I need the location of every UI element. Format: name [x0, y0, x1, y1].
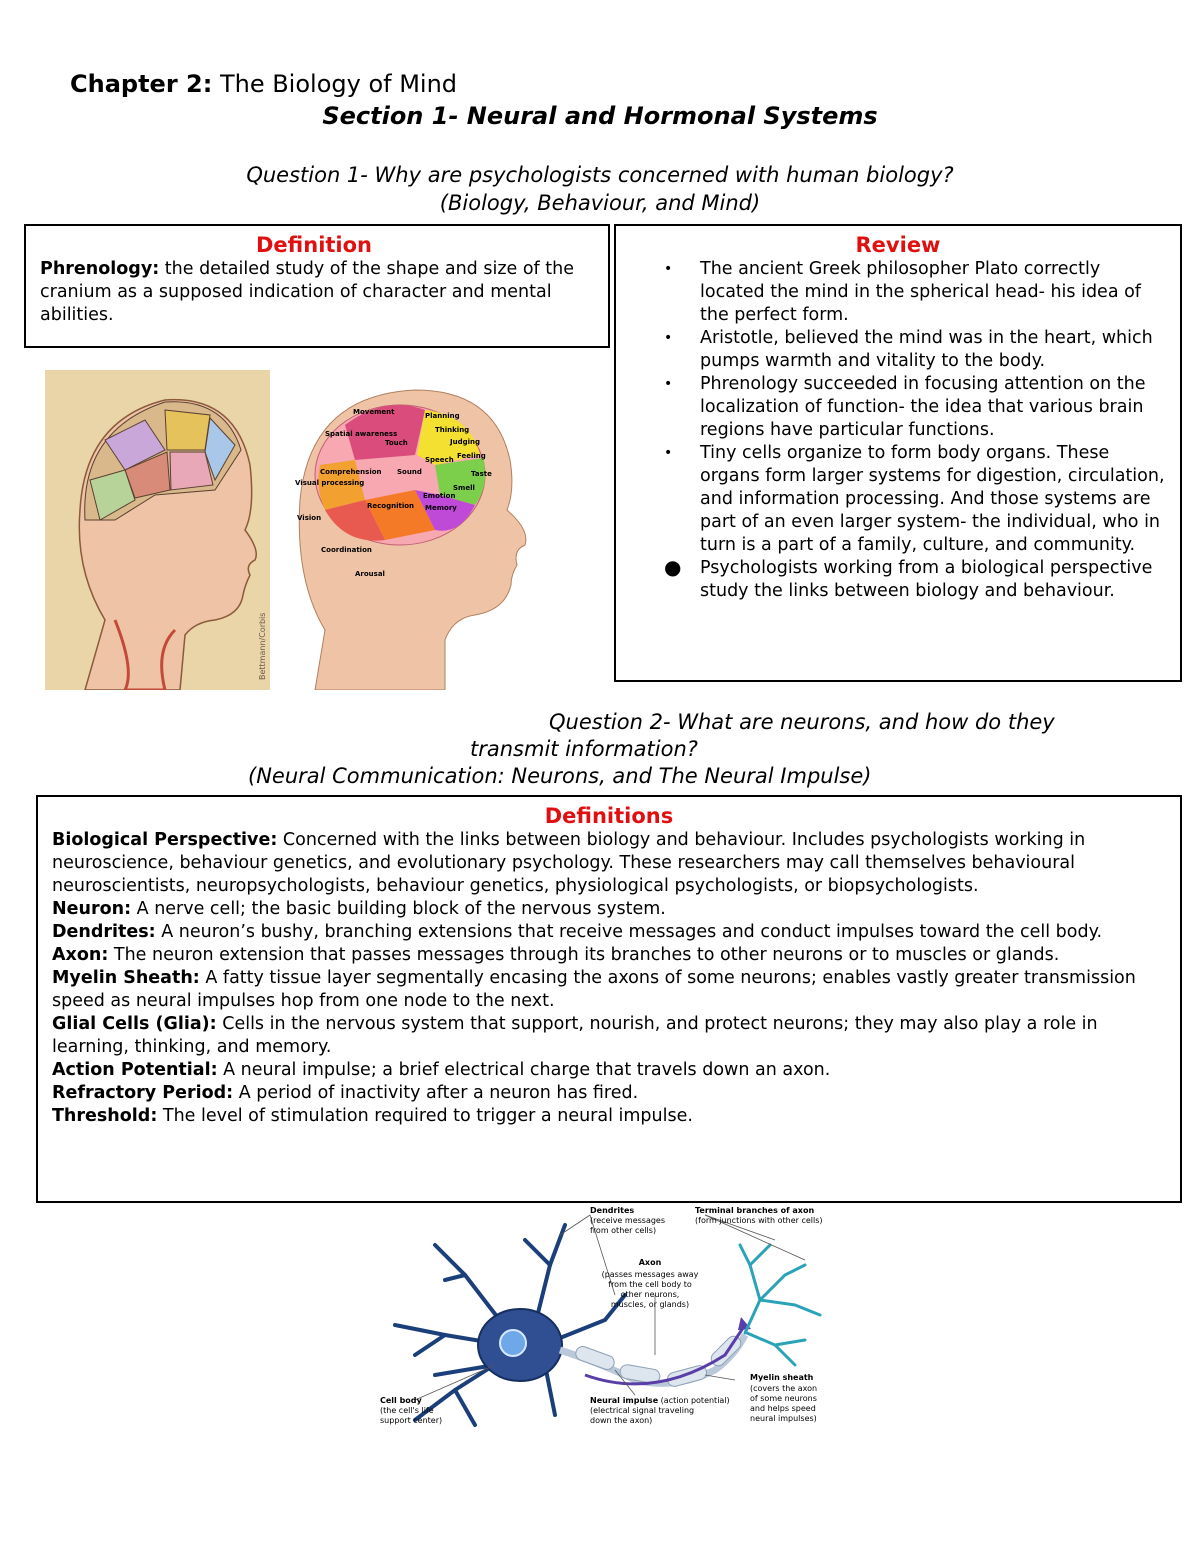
definition-term: Threshold:: [52, 1106, 158, 1126]
review-item: [664, 327, 1170, 373]
brain-label: Emotion: [423, 492, 456, 500]
brain-label: Touch: [385, 439, 408, 447]
review-item: [664, 557, 1170, 603]
review-item-text: The ancient Greek philosopher Plato correctly located the mind in the spherical head- his idea of the perfect form.: [700, 259, 1141, 325]
definition-entry: [52, 1013, 1166, 1059]
brain-label: Thinking: [435, 426, 470, 434]
definition-text: A nerve cell; the basic building block of the nervous system.: [131, 899, 666, 919]
review-list: [664, 258, 1170, 603]
brain-label: Planning: [425, 412, 460, 420]
myelin-label: Myelin sheath: [750, 1373, 814, 1382]
chapter-heading: [70, 70, 457, 98]
review-item-text: Phrenology succeeded in focusing attention on the localization of function- the idea that various brain regions have particular functions.: [700, 374, 1146, 440]
definition-text: A fatty tissue layer segmentally encasing the axons of some neurons; enables vastly greater transmission speed as neural impulses hop from one node to the next.: [52, 968, 1136, 1011]
definition-entry: [52, 944, 1166, 967]
definition-entry: [52, 898, 1166, 921]
definition-text: A neuron’s bushy, branching extensions that receive messages and conduct impulses toward the cell body.: [155, 922, 1103, 942]
definition-term: Myelin Sheath:: [52, 968, 200, 988]
brain-label: Comprehension: [320, 468, 382, 476]
impulse-title-2: (action potential): [658, 1396, 730, 1405]
region-f: [170, 452, 213, 490]
definition-entry: [52, 967, 1166, 1013]
definition-entry: [52, 829, 1166, 898]
myelin-desc: neural impulses): [750, 1414, 817, 1423]
definition-text: Concerned with the links between biology and behaviour. Includes psychologists working in neuroscience, behaviour genetics, and evolutionary psychology. These researchers may call themselves behavioural neuroscientists, neuropsychologists, behaviour genetics, physiological psychologists, or biopsychologists.: [52, 830, 1086, 896]
definitions-title: Definitions: [544, 804, 674, 828]
definition-text: A neural impulse; a brief electrical charge that travels down an axon.: [217, 1060, 831, 1080]
definition-box: [24, 224, 610, 348]
axon-label: Axon: [638, 1258, 662, 1267]
myelin-desc: and helps speed: [750, 1404, 816, 1413]
review-item: [664, 258, 1170, 327]
brain-label: Visual processing: [295, 479, 365, 487]
definition-entry: [52, 1105, 1166, 1128]
chapter-title: The Biology of Mind: [212, 70, 458, 98]
cell-body-label: Cell body: [380, 1396, 422, 1405]
review-box: [614, 224, 1182, 682]
definition-title: Definition: [256, 233, 373, 257]
bullet-icon: •: [664, 330, 673, 346]
dendrites-desc: from other cells): [590, 1226, 657, 1235]
bullet-icon: •: [664, 445, 673, 461]
brain-label: Vision: [297, 514, 322, 522]
bullet-icon: •: [664, 376, 673, 392]
axon-desc: (passes messages away: [601, 1270, 699, 1279]
review-item-text: Tiny cells organize to form body organs. These organs form larger systems for digestion, circulation, and information processing. And those systems are part of an even larger system- the individual, who in turn is a part of a family, culture, and community.: [700, 443, 1165, 555]
region-b: [165, 410, 210, 450]
definition-term: Phrenology:: [40, 259, 160, 279]
section-title: Section 1- Neural and Hormonal Systems: [322, 102, 878, 130]
question-2-line-1: Question 2- What are neurons, and how do they: [549, 710, 1055, 734]
definition-term: Biological Perspective:: [52, 830, 278, 850]
terminal-label: Terminal branches of axon: [695, 1206, 815, 1215]
nucleus: [500, 1330, 526, 1356]
review-item-text: Aristotle, believed the mind was in the heart, which pumps warmth and vitality to the body.: [700, 328, 1153, 371]
definition-term: Dendrites:: [52, 922, 156, 942]
definition-term: Refractory Period:: [52, 1083, 234, 1103]
definition-text: Cells in the nervous system that support, nourish, and protect neurons; they may also play a role in learning, thinking, and memory.: [52, 1014, 1098, 1057]
review-item-text: Psychologists working from a biological perspective study the links between biology and behaviour.: [700, 558, 1153, 601]
review-item: [664, 373, 1170, 442]
definition-entry: [52, 1059, 1166, 1082]
definition-text: The level of stimulation required to trigger a neural impulse.: [157, 1106, 693, 1126]
definition-content: [40, 258, 594, 327]
review-title: Review: [855, 233, 941, 257]
question-1-sub: (Biology, Behaviour, and Mind): [439, 191, 761, 215]
brain-label: Smell: [453, 484, 475, 492]
brain-label: Taste: [471, 470, 492, 478]
question-1-text: Question 1- Why are psychologists concerned with human biology?: [246, 163, 954, 187]
brain-function-head-image: [285, 370, 540, 690]
review-item: [664, 442, 1170, 557]
cell-body-desc: support center): [380, 1416, 443, 1425]
brain-label: Memory: [425, 504, 457, 512]
definition-text: A period of inactivity after a neuron has fired.: [233, 1083, 639, 1103]
impulse-desc: down the axon): [590, 1416, 653, 1425]
brain-label: Recognition: [367, 502, 415, 510]
brain-label: Feeling: [457, 452, 486, 460]
brain-label: Spatial awareness: [325, 430, 398, 438]
phrenology-head-image: [45, 370, 270, 690]
definition-term: Axon:: [52, 945, 109, 965]
axon-desc: from the cell body to: [608, 1280, 692, 1289]
dendrites-label: Dendrites: [590, 1206, 635, 1215]
question-2-line-3: (Neural Communication: Neurons, and The Neural Impulse): [248, 764, 872, 788]
chapter-label: Chapter 2:: [70, 70, 213, 98]
impulse-title: Neural impulse: [590, 1396, 659, 1405]
question-2-line-2: transmit information?: [470, 737, 698, 761]
brain-label: Speech: [425, 456, 454, 464]
brain-label: Coordination: [321, 546, 372, 554]
definition-term: Action Potential:: [52, 1060, 218, 1080]
impulse-label: [590, 1396, 730, 1405]
impulse-desc: (electrical signal traveling: [590, 1406, 695, 1415]
bullet-icon: ●: [664, 555, 682, 579]
definition-term: Neuron:: [52, 899, 132, 919]
brain-label: Arousal: [355, 570, 385, 578]
myelin-desc: of some neurons: [750, 1394, 817, 1403]
brain-label: Judging: [450, 438, 481, 446]
myelin-desc: (covers the axon: [750, 1384, 818, 1393]
bullet-icon: •: [664, 261, 673, 277]
brain-label: Movement: [353, 408, 395, 416]
definition-entry: [52, 921, 1166, 944]
terminal-desc: (form junctions with other cells): [695, 1216, 823, 1225]
terminal-branches: [740, 1245, 820, 1365]
neuron-diagram: [375, 1205, 835, 1435]
brain-label: Sound: [397, 468, 422, 476]
definition-text: the detailed study of the shape and size of the cranium as a supposed indication of character and mental abilities.: [40, 259, 574, 325]
dendrites-desc: (receive messages: [590, 1216, 666, 1225]
image-credit: Bettmann/Corbis: [258, 612, 267, 680]
axon-desc: other neurons,: [620, 1290, 680, 1299]
definition-text: The neuron extension that passes messages through its branches to other neurons or to muscles or glands.: [108, 945, 1060, 965]
definition-term: Glial Cells (Glia):: [52, 1014, 217, 1034]
definitions-box: [36, 795, 1182, 1203]
axon-desc: muscles, or glands): [610, 1300, 690, 1309]
definition-entry: [52, 1082, 1166, 1105]
cell-body-desc: (the cell's life: [380, 1406, 434, 1415]
question-1: [0, 161, 1200, 217]
